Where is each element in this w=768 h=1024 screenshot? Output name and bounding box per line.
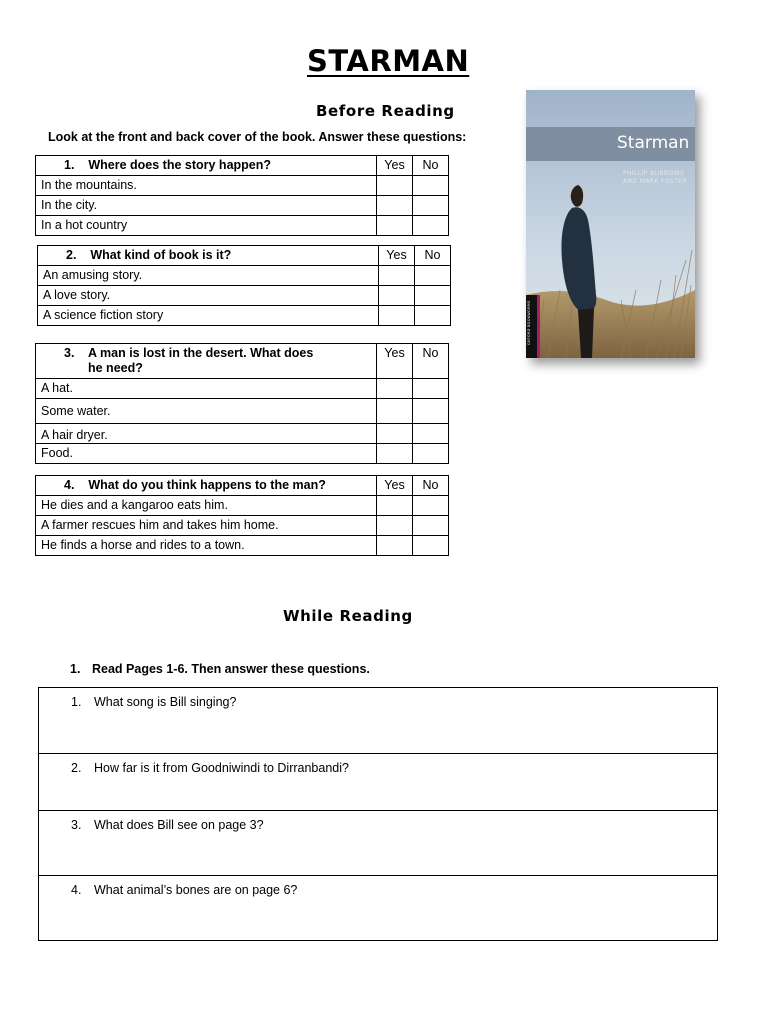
instruction-number: 1. [70, 662, 81, 676]
no-column-header: No [413, 344, 449, 379]
option-label: In the city. [36, 196, 377, 216]
question-table-3 [35, 343, 449, 464]
question-text: How far is it from Goodniwindi to Dirranbandi? [94, 761, 349, 775]
option-row [36, 379, 449, 399]
option-label: Food. [36, 444, 377, 464]
question-number: 1. [64, 158, 75, 172]
yes-column-header: Yes [377, 476, 413, 496]
before-reading-heading: Before Reading [316, 102, 455, 120]
yes-answer-cell[interactable] [377, 444, 413, 464]
cover-author-line: AND MARK FOSTER [623, 178, 688, 185]
option-row [36, 444, 449, 464]
no-column-header: No [413, 156, 449, 176]
no-answer-cell[interactable] [415, 306, 451, 326]
question-number: 2. [71, 761, 82, 775]
no-answer-cell[interactable] [413, 496, 449, 516]
option-row [36, 424, 449, 444]
cover-artwork [526, 90, 695, 358]
option-row [38, 306, 451, 326]
question-number: 2. [66, 248, 77, 262]
question-cell [36, 344, 377, 379]
option-label: A hair dryer. [36, 424, 377, 444]
question-header-row [38, 246, 451, 266]
no-answer-cell[interactable] [413, 536, 449, 556]
question-text: What animal’s bones are on page 6? [94, 883, 298, 897]
option-label: Some water. [36, 399, 377, 424]
answer-box-row[interactable] [39, 688, 717, 753]
no-answer-cell[interactable] [413, 399, 449, 424]
option-row [36, 516, 449, 536]
yes-answer-cell[interactable] [379, 266, 415, 286]
book-cover-image [526, 90, 695, 358]
question-table-2 [37, 245, 451, 326]
yes-answer-cell[interactable] [377, 496, 413, 516]
yes-answer-cell[interactable] [379, 286, 415, 306]
question-number: 3. [71, 818, 82, 832]
option-row [36, 496, 449, 516]
question-table-1 [35, 155, 449, 236]
yes-answer-cell[interactable] [379, 306, 415, 326]
question-header-row [36, 156, 449, 176]
before-reading-instruction: Look at the front and back cover of the book. Answer these questions: [48, 130, 467, 144]
no-answer-cell[interactable] [413, 444, 449, 464]
question-number: 1. [71, 695, 82, 709]
answer-box-row[interactable] [39, 810, 717, 875]
cover-spine-text: OXFORD BOOKWORMS [527, 300, 531, 345]
yes-column-header: Yes [379, 246, 415, 266]
option-label: He finds a horse and rides to a town. [36, 536, 377, 556]
instruction-text: Read Pages 1-6. Then answer these questions. [92, 662, 370, 676]
question-header-row [36, 476, 449, 496]
answer-box-row[interactable] [39, 753, 717, 810]
option-row [36, 196, 449, 216]
while-reading-table [38, 687, 718, 941]
option-row [38, 286, 451, 306]
option-label: In the mountains. [36, 176, 377, 196]
option-label: An amusing story. [38, 266, 379, 286]
no-answer-cell[interactable] [413, 424, 449, 444]
question-number: 3. [64, 346, 75, 360]
yes-answer-cell[interactable] [377, 516, 413, 536]
yes-answer-cell[interactable] [377, 536, 413, 556]
yes-answer-cell[interactable] [377, 379, 413, 399]
question-table-4 [35, 475, 449, 556]
question-header-row [36, 344, 449, 379]
option-label: A love story. [38, 286, 379, 306]
no-answer-cell[interactable] [415, 286, 451, 306]
option-row [38, 266, 451, 286]
question-text: A man is lost in the desert. What does he need? [88, 346, 314, 375]
while-reading-instruction [70, 660, 370, 678]
option-label: In a hot country [36, 216, 377, 236]
while-reading-heading: While Reading [283, 607, 413, 625]
no-column-header: No [415, 246, 451, 266]
question-number: 4. [64, 478, 75, 492]
yes-answer-cell[interactable] [377, 424, 413, 444]
yes-column-header: Yes [377, 344, 413, 379]
question-cell [38, 246, 379, 266]
yes-column-header: Yes [377, 156, 413, 176]
cover-author-line: PHILLIP BURROWS [623, 170, 685, 177]
yes-answer-cell[interactable] [377, 216, 413, 236]
question-text: What song is Bill singing? [94, 695, 237, 709]
yes-answer-cell[interactable] [377, 196, 413, 216]
no-column-header: No [413, 476, 449, 496]
option-row [36, 216, 449, 236]
option-label: He dies and a kangaroo eats him. [36, 496, 377, 516]
option-label: A farmer rescues him and takes him home. [36, 516, 377, 536]
cover-authors [623, 170, 693, 186]
question-text: What does Bill see on page 3? [94, 818, 264, 832]
option-label: A science fiction story [38, 306, 379, 326]
option-row [36, 536, 449, 556]
question-text: What kind of book is it? [90, 248, 232, 262]
no-answer-cell[interactable] [413, 516, 449, 536]
yes-answer-cell[interactable] [377, 399, 413, 424]
question-text: What do you think happens to the man? [88, 478, 326, 492]
cover-title: Starman [617, 133, 690, 153]
no-answer-cell[interactable] [413, 196, 449, 216]
no-answer-cell[interactable] [413, 379, 449, 399]
no-answer-cell[interactable] [413, 176, 449, 196]
question-text: Where does the story happen? [88, 158, 272, 172]
page-title: STARMAN [307, 44, 470, 78]
option-row [36, 176, 449, 196]
answer-box-row[interactable] [39, 875, 717, 940]
question-number: 4. [71, 883, 82, 897]
question-cell [36, 476, 377, 496]
yes-answer-cell[interactable] [377, 176, 413, 196]
option-row [36, 399, 449, 424]
no-answer-cell[interactable] [413, 216, 449, 236]
question-cell [36, 156, 377, 176]
no-answer-cell[interactable] [415, 266, 451, 286]
option-label: A hat. [36, 379, 377, 399]
